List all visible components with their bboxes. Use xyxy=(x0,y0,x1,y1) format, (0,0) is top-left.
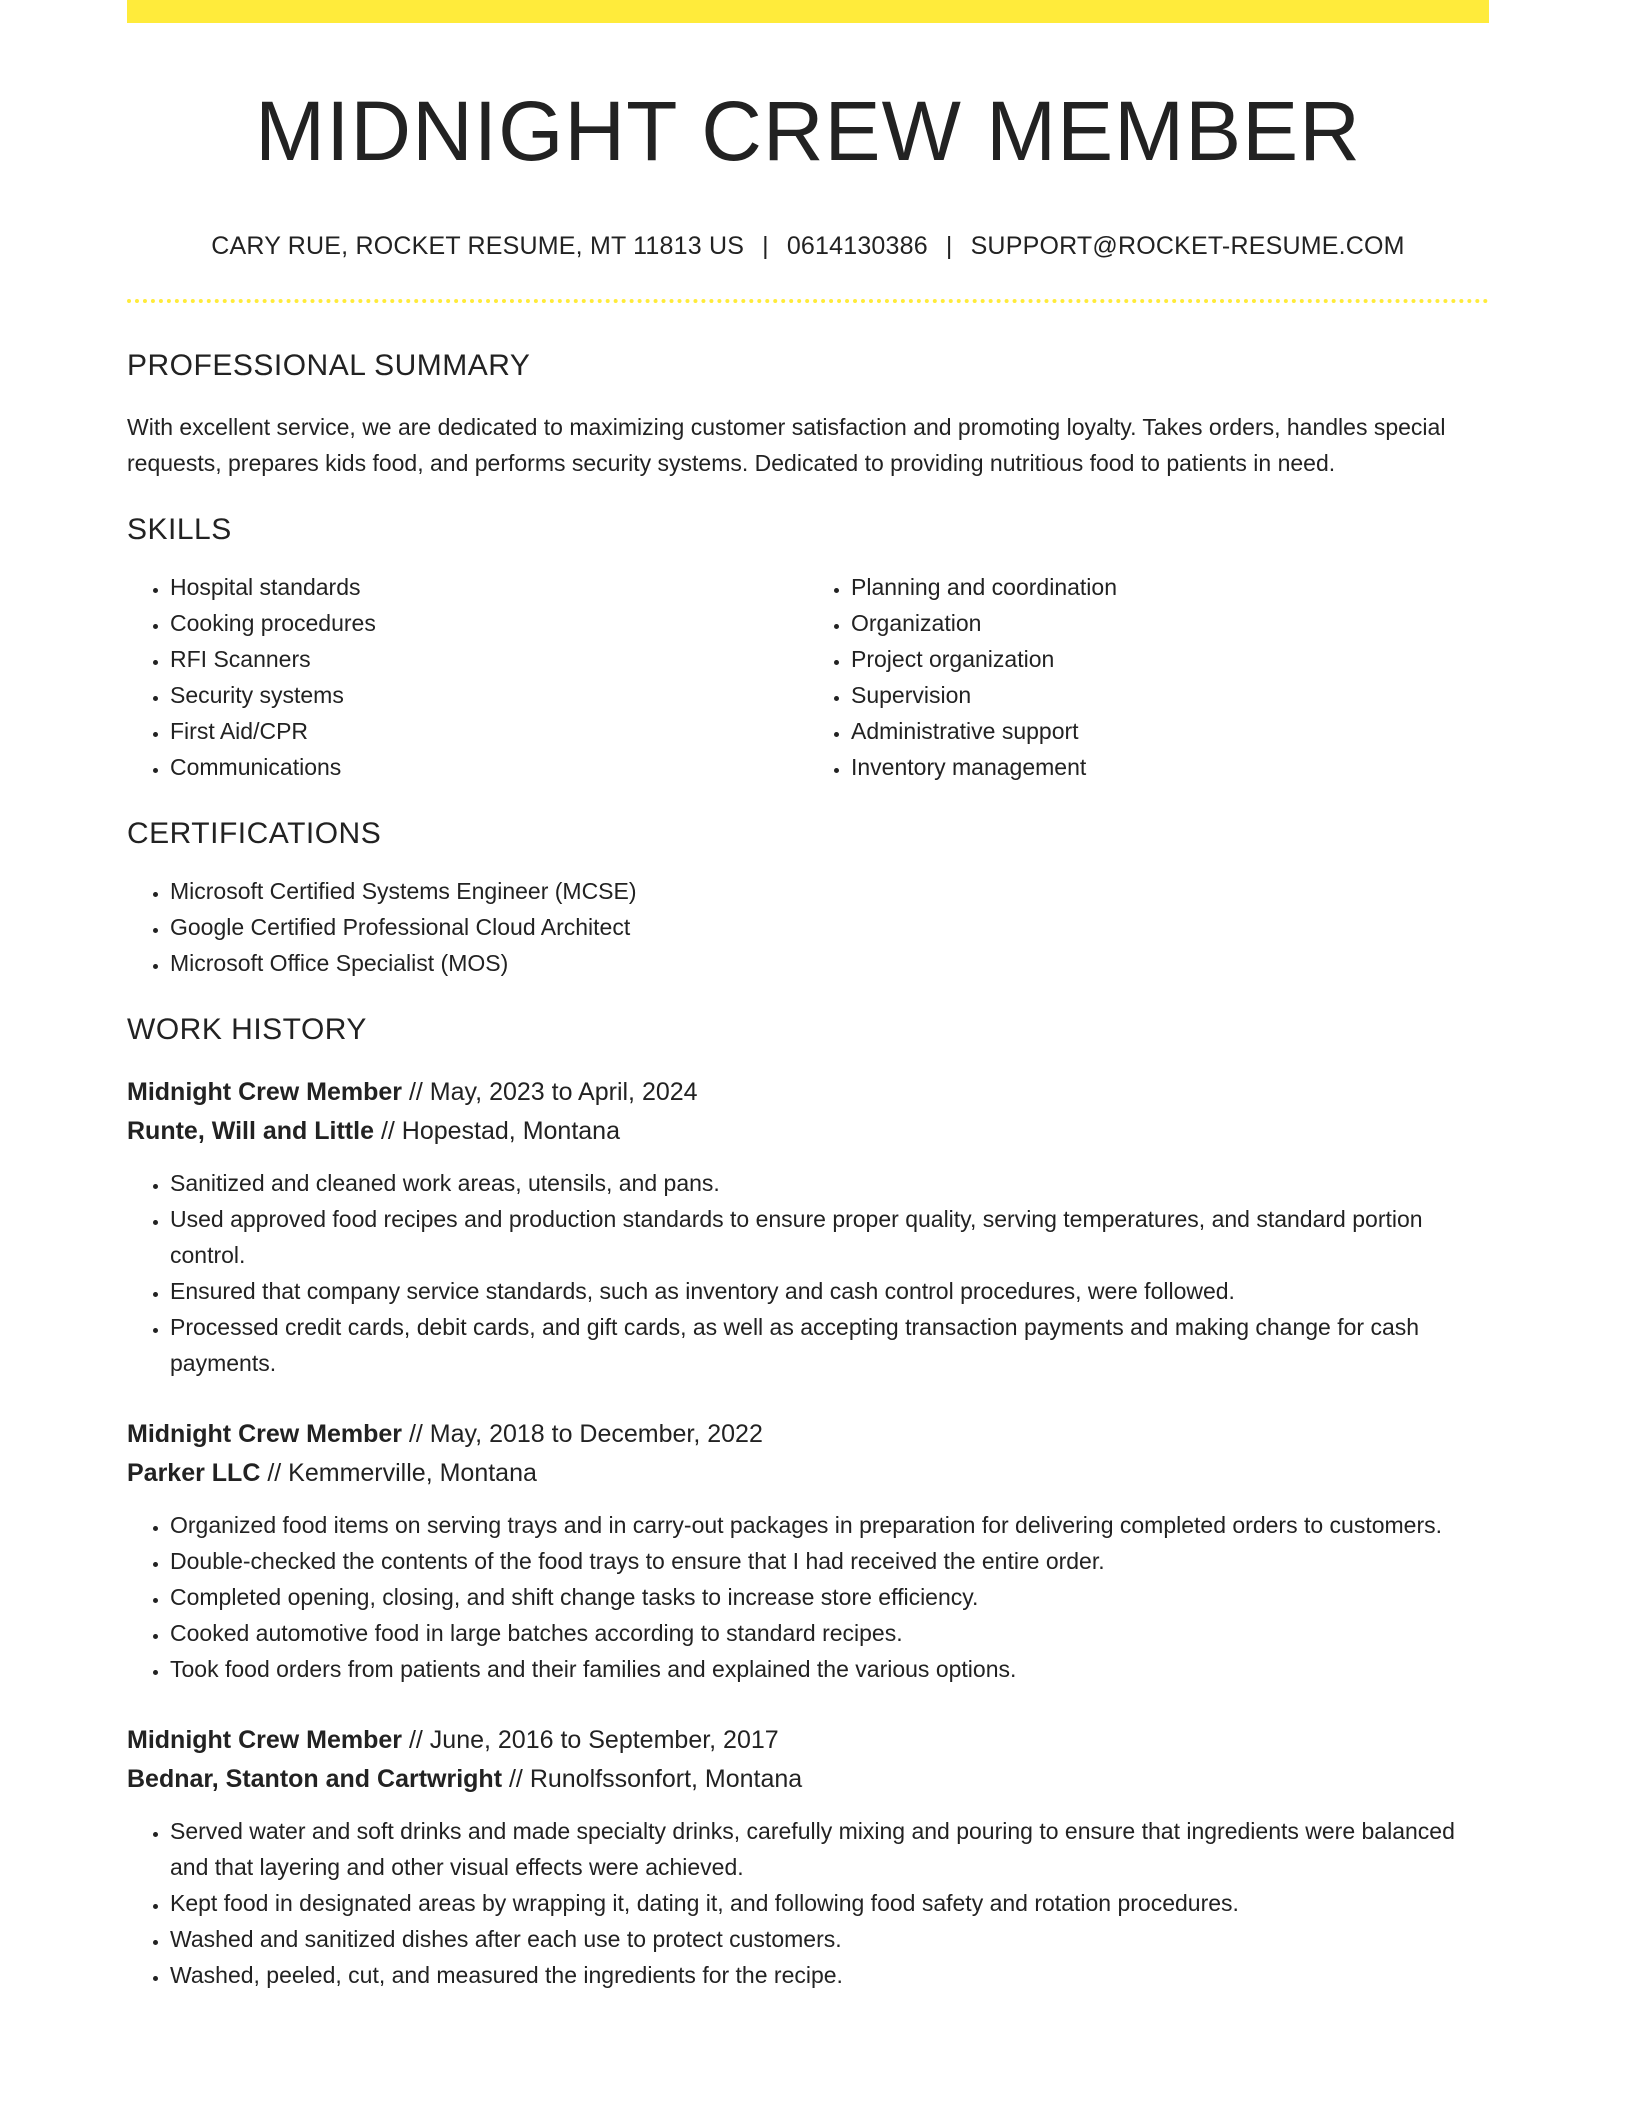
certifications-heading: CERTIFICATIONS xyxy=(127,816,382,850)
job-bullet: • Served water and soft drinks and made specialty drinks, carefully mixing and pouring to ensure that ingredients were balanced and that layering and other visual effects were achieved. xyxy=(170,1813,1489,1885)
skills-list-left xyxy=(127,569,808,785)
job-dates: // May, 2018 to December, 2022 xyxy=(402,1419,763,1448)
job-dates: // May, 2023 to April, 2024 xyxy=(402,1077,698,1106)
job-bullet: • Ensured that company service standards, such as inventory and cash control procedures, were followed. xyxy=(170,1273,1489,1309)
contact-address: CARY RUE, ROCKET RESUME, MT 11813 US xyxy=(211,231,745,260)
job-bullet: • Organized food items on serving trays and in carry-out packages in preparation for delivering completed orders to customers. xyxy=(170,1507,1489,1543)
job-bullet: • Double-checked the contents of the food trays to ensure that I had received the entire order. xyxy=(170,1543,1489,1579)
job-bullet: • Washed and sanitized dishes after each use to protect customers. xyxy=(170,1921,1489,1957)
job-entry xyxy=(127,1721,1489,1993)
work-history-heading: WORK HISTORY xyxy=(127,1012,367,1046)
job-bullet: • Kept food in designated areas by wrapping it, dating it, and following food safety and rotation procedures. xyxy=(170,1885,1489,1921)
summary-heading: PROFESSIONAL SUMMARY xyxy=(127,348,531,382)
skill-item: • Planning and coordination xyxy=(851,569,1489,605)
job-bullet: • Took food orders from patients and their families and explained the various options. xyxy=(170,1651,1489,1687)
summary-text: With excellent service, we are dedicated to maximizing customer satisfaction and promoting loyalty. Takes orders, handles special requests, prepares kids food, and performs security systems. Dedicated to providing nutritious food to patients in need. xyxy=(127,413,1446,476)
skills-grid xyxy=(127,569,1489,785)
certification-item: • Google Certified Professional Cloud Architect xyxy=(170,909,1489,945)
job-bullet: • Washed, peeled, cut, and measured the ingredients for the recipe. xyxy=(170,1957,1489,1993)
skill-item: • Organization xyxy=(851,605,1489,641)
job-bullet: • Sanitized and cleaned work areas, utensils, and pans. xyxy=(170,1165,1489,1201)
skill-item: • Inventory management xyxy=(851,749,1489,785)
job-company: Runte, Will and Little xyxy=(127,1116,374,1145)
contact-phone: 0614130386 xyxy=(786,231,928,260)
resume-page xyxy=(127,0,1489,1993)
contact-email: SUPPORT@ROCKET-RESUME.COM xyxy=(970,231,1405,260)
job-bullet: • Cooked automotive food in large batches according to standard recipes. xyxy=(170,1615,1489,1651)
job-title-line xyxy=(127,1721,1489,1760)
skill-item: • First Aid/CPR xyxy=(170,713,808,749)
skill-item: • Project organization xyxy=(851,641,1489,677)
skills-list-right xyxy=(808,569,1489,785)
job-role: Midnight Crew Member xyxy=(127,1419,403,1448)
accent-top-bar xyxy=(127,0,1489,23)
contact-separator: | xyxy=(762,231,769,260)
job-title-line xyxy=(127,1073,1489,1112)
job-company: Parker LLC xyxy=(127,1458,261,1487)
skill-item: • Cooking procedures xyxy=(170,605,808,641)
job-entry xyxy=(127,1415,1489,1687)
certifications-list xyxy=(127,873,1489,981)
job-role: Midnight Crew Member xyxy=(127,1077,403,1106)
header-divider xyxy=(127,299,1489,303)
contact-line xyxy=(127,232,1489,261)
job-bullet: • Completed opening, closing, and shift change tasks to increase store efficiency. xyxy=(170,1579,1489,1615)
job-location: // Kemmerville, Montana xyxy=(260,1458,537,1487)
skill-item: • Administrative support xyxy=(851,713,1489,749)
job-title-line xyxy=(127,1415,1489,1454)
skill-item: • Communications xyxy=(170,749,808,785)
job-entry xyxy=(127,1073,1489,1381)
skill-item: • Security systems xyxy=(170,677,808,713)
job-bullet: • Processed credit cards, debit cards, and gift cards, as well as accepting transaction payments and making change for cash payments. xyxy=(170,1309,1489,1381)
skill-item: • Hospital standards xyxy=(170,569,808,605)
job-location: // Runolfssonfort, Montana xyxy=(502,1764,803,1793)
job-company-line xyxy=(127,1760,1489,1799)
job-role: Midnight Crew Member xyxy=(127,1725,403,1754)
job-bullets xyxy=(127,1507,1489,1687)
skill-item: • Supervision xyxy=(851,677,1489,713)
certification-item: • Microsoft Certified Systems Engineer (MCSE) xyxy=(170,873,1489,909)
job-bullets xyxy=(127,1165,1489,1381)
job-bullets xyxy=(127,1813,1489,1993)
resume-name: MIDNIGHT CREW MEMBER xyxy=(255,84,1361,178)
job-bullet: • Used approved food recipes and production standards to ensure proper quality, serving temperatures, and standard portion control. xyxy=(170,1201,1489,1273)
job-location: // Hopestad, Montana xyxy=(374,1116,620,1145)
job-company-line xyxy=(127,1112,1489,1151)
job-company-line xyxy=(127,1454,1489,1493)
certification-item: • Microsoft Office Specialist (MOS) xyxy=(170,945,1489,981)
job-dates: // June, 2016 to September, 2017 xyxy=(402,1725,779,1754)
skill-item: • RFI Scanners xyxy=(170,641,808,677)
job-company: Bednar, Stanton and Cartwright xyxy=(127,1764,503,1793)
contact-separator: | xyxy=(945,231,953,260)
skills-heading: SKILLS xyxy=(127,512,232,546)
